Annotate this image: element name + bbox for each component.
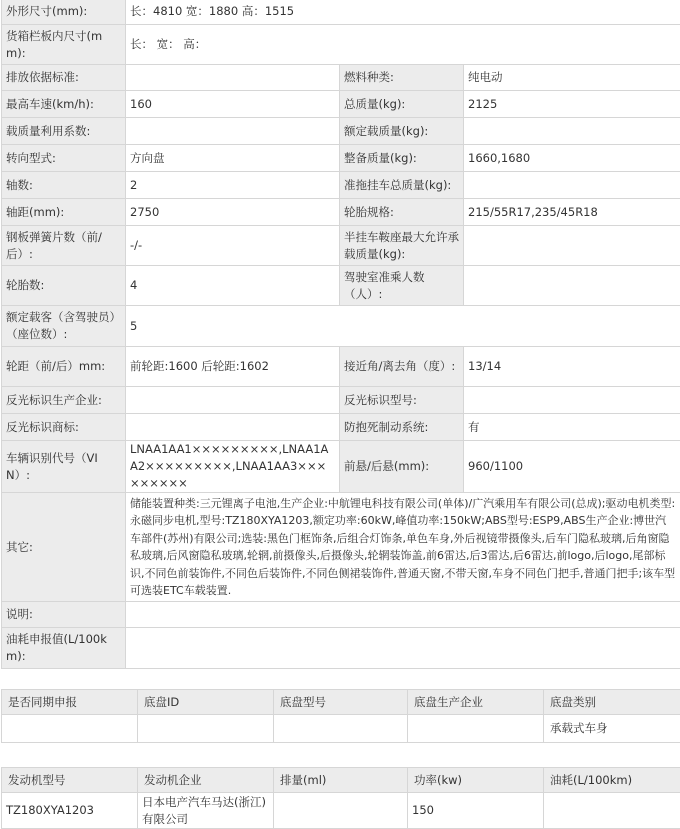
emission-standard-label: 排放依据标准: <box>2 65 126 91</box>
steering-label: 转向型式: <box>2 145 126 172</box>
saddle-label: 半挂车鞍座最大允许承载质量(kg): <box>340 226 464 266</box>
chassis-cell <box>2 715 138 743</box>
max-speed-label: 最高车速(km/h): <box>2 91 126 118</box>
track-label: 轮距（前/后）mm: <box>2 347 126 387</box>
rated-load-label: 额定载质量(kg): <box>340 118 464 145</box>
saddle-value <box>464 226 680 266</box>
chassis-table <box>1 689 680 743</box>
chassis-header: 底盘生产企业 <box>408 690 544 715</box>
wheelbase-value: 2750 <box>126 199 340 226</box>
vin-label: 车辆识别代号（VIN）: <box>2 441 126 493</box>
total-mass-label: 总质量(kg): <box>340 91 464 118</box>
chassis-row <box>2 715 680 743</box>
leaf-springs-value: -/- <box>126 226 340 266</box>
row-springs <box>2 226 680 266</box>
load-util-value <box>126 118 340 145</box>
row-vin <box>2 441 680 493</box>
other-label: 其它: <box>2 493 126 602</box>
reflector-model-value <box>464 387 680 414</box>
row-tires <box>2 266 680 306</box>
engine-header: 发动机企业 <box>138 768 274 793</box>
reflector-brand-value <box>126 414 340 441</box>
vehicle-params-table <box>1 0 680 669</box>
tire-count-label: 轮胎数: <box>2 266 126 306</box>
engine-header: 排量(ml) <box>274 768 408 793</box>
chassis-header-row <box>2 690 680 715</box>
reflector-brand-label: 反光标识商标: <box>2 414 126 441</box>
approach-label: 接近角/离去角（度）: <box>340 347 464 387</box>
abs-value: 有 <box>464 414 680 441</box>
reflector-model-label: 反光标识型号: <box>340 387 464 414</box>
engine-header-row <box>2 768 680 793</box>
chassis-header: 底盘ID <box>138 690 274 715</box>
chassis-cell <box>408 715 544 743</box>
cargo-box-value: 长： 宽： 高： <box>126 25 680 65</box>
engine-header: 发动机型号 <box>2 768 138 793</box>
vin-value: LNAA1AA1×××××××××,LNAA1AA2×××××××××,LNAA1AA3××××××××× <box>126 441 340 493</box>
dimensions-value: 长：4810 宽：1880 高：1515 <box>126 0 680 25</box>
tire-spec-value: 215/55R17,235/45R18 <box>464 199 680 226</box>
rated-passengers-label: 额定载客（含驾驶员）（座位数）: <box>2 306 126 347</box>
fuel-consumption-label: 油耗申报值(L/100km): <box>2 628 126 669</box>
chassis-cell <box>138 715 274 743</box>
cab-passengers-value <box>464 266 680 306</box>
approach-value: 13/14 <box>464 347 680 387</box>
fuel-type-value: 纯电动 <box>464 65 680 91</box>
engine-header: 油耗(L/100km) <box>544 768 680 793</box>
row-axles <box>2 172 680 199</box>
engine-cell <box>274 793 408 829</box>
chassis-cell: 承载式车身 <box>544 715 680 743</box>
leaf-springs-label: 钢板弹簧片数（前/后）: <box>2 226 126 266</box>
emission-standard-value <box>126 65 340 91</box>
engine-table <box>1 767 680 829</box>
chassis-header: 是否同期申报 <box>2 690 138 715</box>
rated-load-value <box>464 118 680 145</box>
axles-label: 轴数: <box>2 172 126 199</box>
dimensions-label: 外形尺寸(mm): <box>2 0 126 25</box>
cab-passengers-label: 驾驶室准乘人数（人）: <box>340 266 464 306</box>
trailer-mass-label: 准拖挂车总质量(kg): <box>340 172 464 199</box>
row-wheelbase <box>2 199 680 226</box>
curb-mass-label: 整备质量(kg): <box>340 145 464 172</box>
track-value: 前轮距:1600 后轮距:1602 <box>126 347 340 387</box>
overhang-label: 前悬/后悬(mm): <box>340 441 464 493</box>
row-reflector <box>2 387 680 414</box>
abs-label: 防抱死制动系统: <box>340 414 464 441</box>
row-passengers <box>2 306 680 347</box>
row-cargo-box <box>2 25 680 65</box>
row-speed-mass <box>2 91 680 118</box>
total-mass-value: 2125 <box>464 91 680 118</box>
engine-cell: 150 <box>408 793 544 829</box>
fuel-type-label: 燃料种类: <box>340 65 464 91</box>
axles-value: 2 <box>126 172 340 199</box>
engine-cell <box>544 793 680 829</box>
row-abs <box>2 414 680 441</box>
engine-header: 功率(kw) <box>408 768 544 793</box>
note-label: 说明: <box>2 602 126 628</box>
row-fuel-consumption <box>2 628 680 669</box>
row-other <box>2 493 680 602</box>
chassis-header: 底盘类别 <box>544 690 680 715</box>
steering-value: 方向盘 <box>126 145 340 172</box>
row-steering <box>2 145 680 172</box>
row-load <box>2 118 680 145</box>
fuel-consumption-value <box>126 628 680 669</box>
reflector-maker-label: 反光标识生产企业: <box>2 387 126 414</box>
max-speed-value: 160 <box>126 91 340 118</box>
chassis-header: 底盘型号 <box>274 690 408 715</box>
other-value: 储能装置种类:三元锂离子电池,生产企业:中航锂电科技有限公司(单体)/广汽乘用车有限公司(总成);驱动电机类型:永磁同步电机,型号:TZ180XYA1203,额定功率:60kW,峰值功率:150kW;ABS型号:ESP9,ABS生产企业:博世汽车部件(苏州)有限公司;选装:黑色门框饰条,后组合灯饰条,单色车身,外后视镜带摄像头,后车门隐私玻璃,后角窗隐私玻璃,后风窗隐私玻璃,轮辋,前摄像头,后摄像头,轮辋装饰盖,前6雷达,后3雷达,后6雷达,前logo,后logo,尾部标识,不同色前装饰件,不同色后装饰件,不同色侧裙装饰件,普通天窗,不带天窗,车身不同色门把手,普通门把手;该车型可选装ETC车载装置. <box>126 493 680 602</box>
note-value <box>126 602 680 628</box>
engine-cell: 日本电产汽车马达(浙江)有限公司 <box>138 793 274 829</box>
load-util-label: 载质量利用系数: <box>2 118 126 145</box>
row-dimensions <box>2 0 680 25</box>
cargo-box-label: 货箱栏板内尺寸(mm): <box>2 25 126 65</box>
reflector-maker-value <box>126 387 340 414</box>
wheelbase-label: 轴距(mm): <box>2 199 126 226</box>
tire-spec-label: 轮胎规格: <box>340 199 464 226</box>
row-note <box>2 602 680 628</box>
rated-passengers-value: 5 <box>126 306 680 347</box>
trailer-mass-value <box>464 172 680 199</box>
row-emission-fuel <box>2 65 680 91</box>
tire-count-value: 4 <box>126 266 340 306</box>
chassis-cell <box>274 715 408 743</box>
row-track <box>2 347 680 387</box>
engine-row <box>2 793 680 829</box>
curb-mass-value: 1660,1680 <box>464 145 680 172</box>
overhang-value: 960/1100 <box>464 441 680 493</box>
engine-cell: TZ180XYA1203 <box>2 793 138 829</box>
